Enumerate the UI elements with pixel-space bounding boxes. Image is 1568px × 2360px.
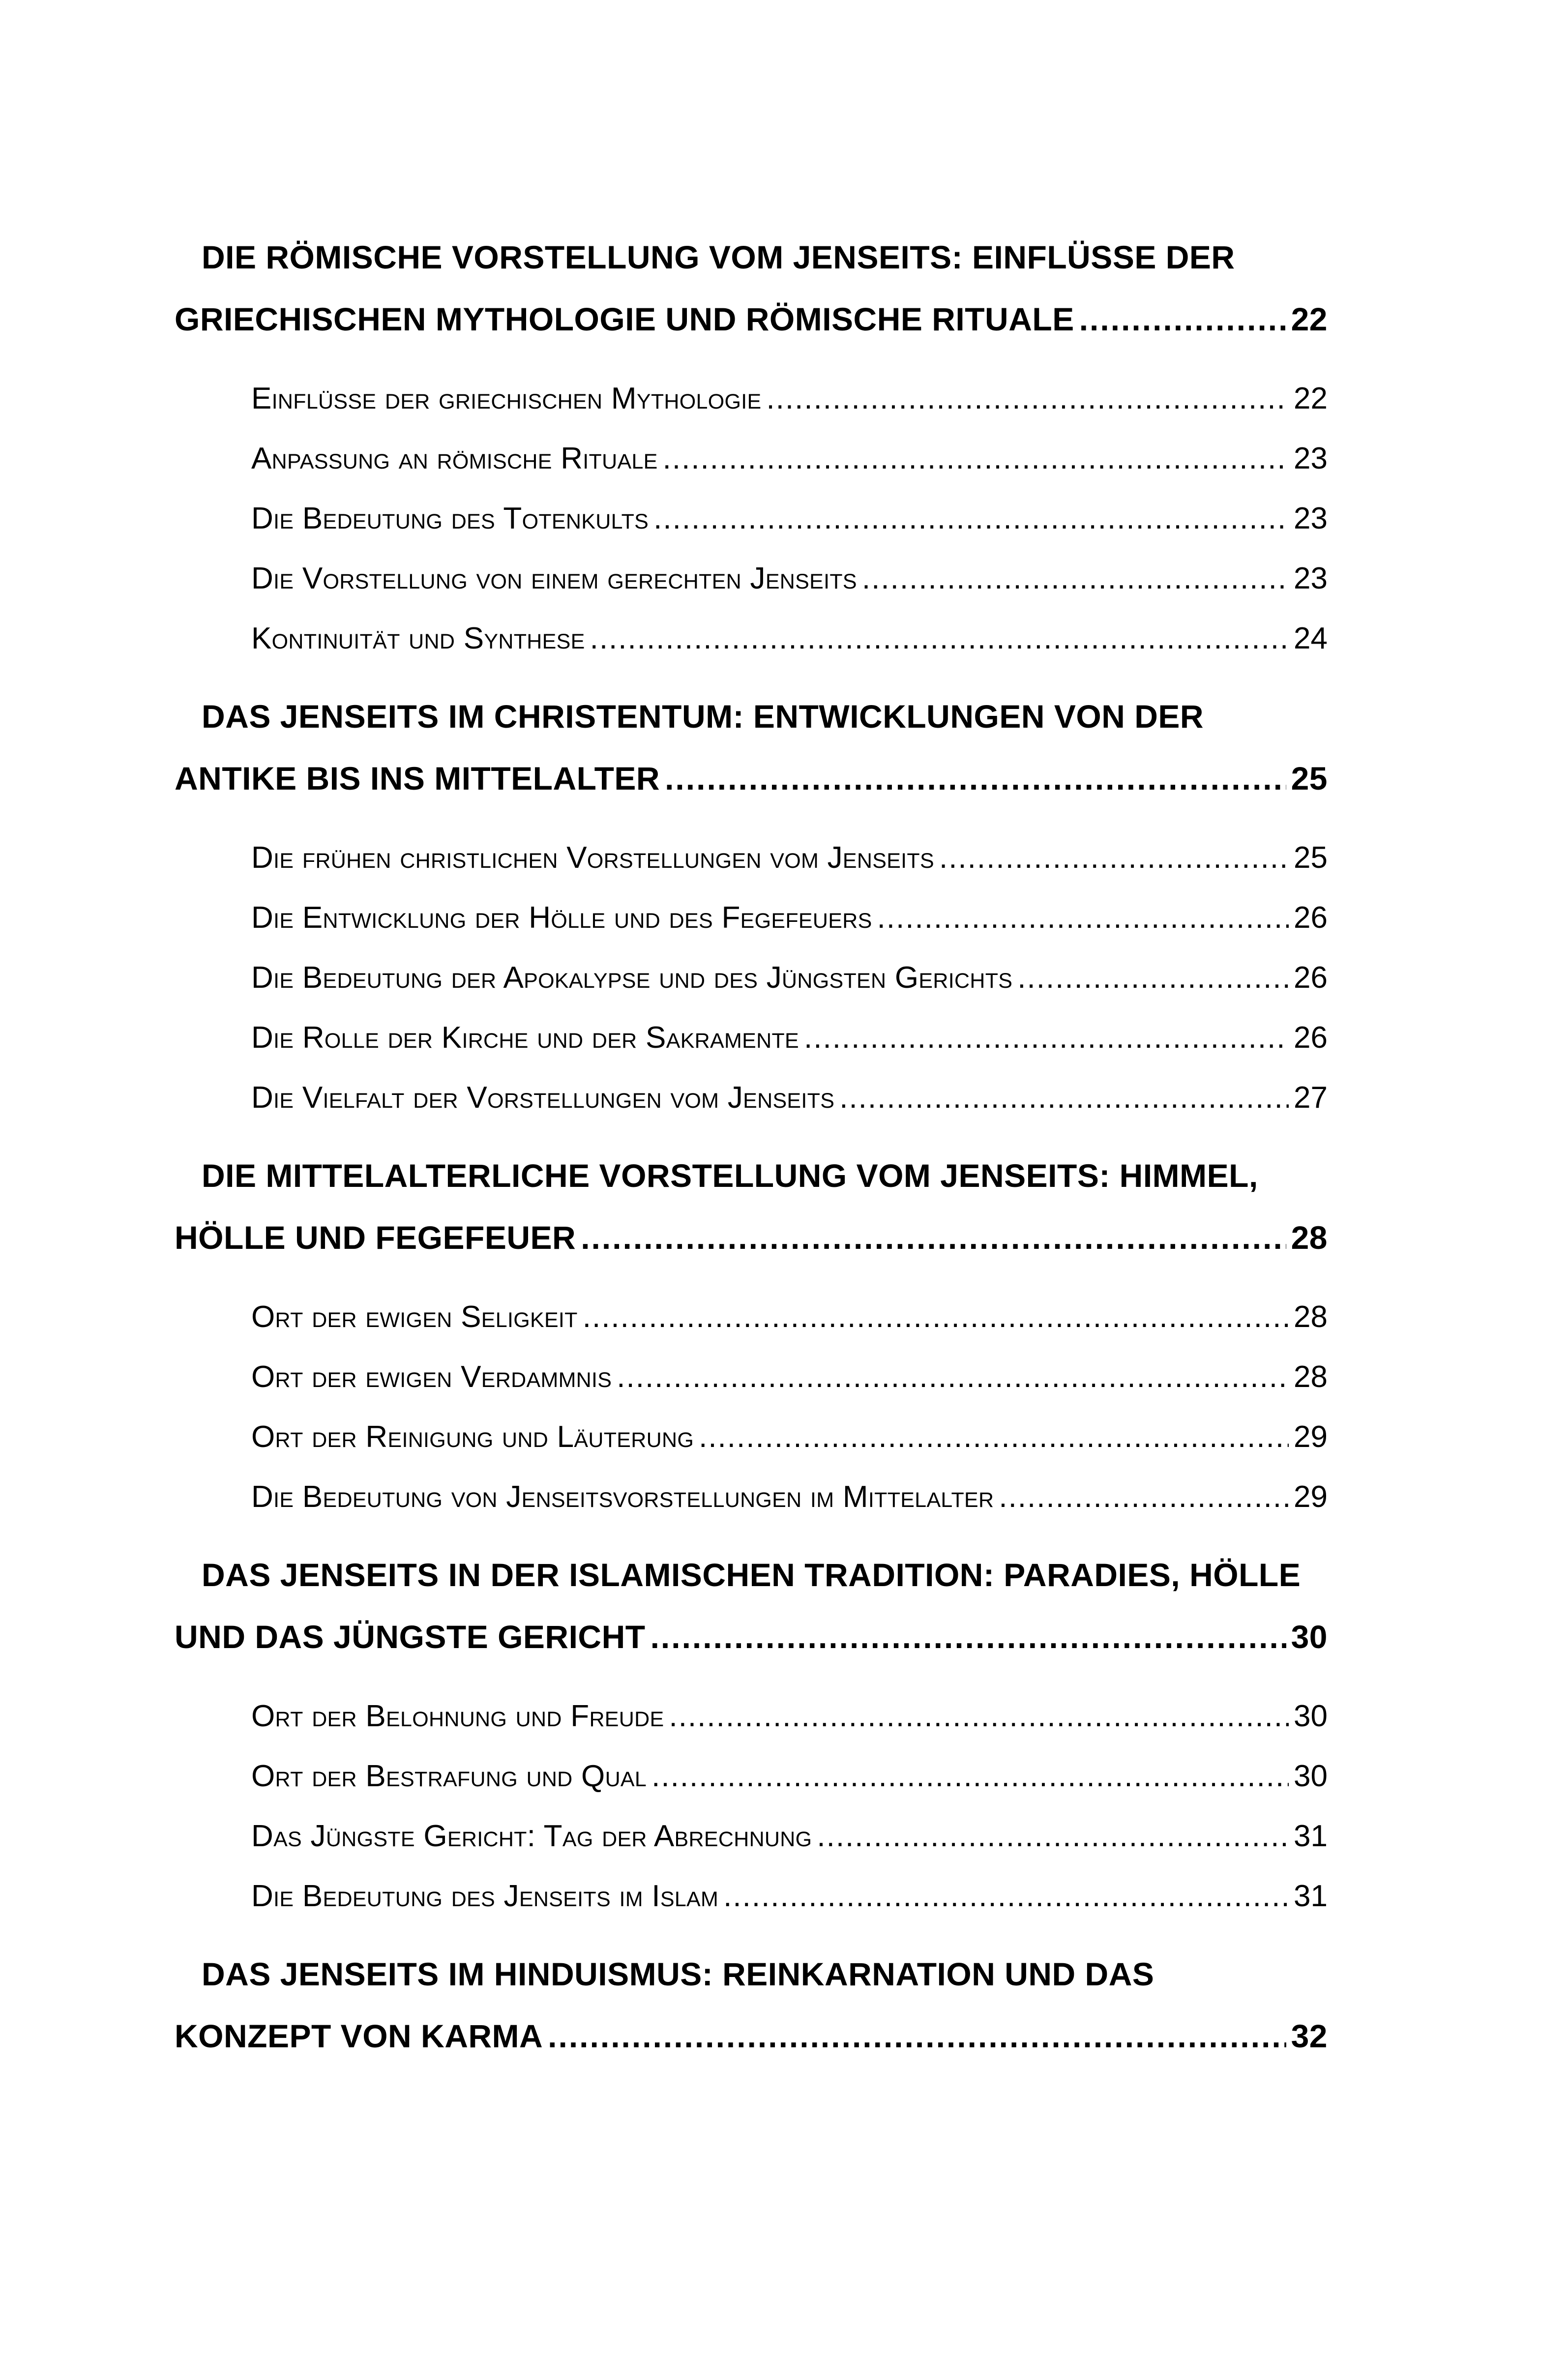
- section-title: Die Bedeutung der Apokalypse und des Jüngsten Gerichts: [251, 961, 1013, 995]
- dot-leader: [862, 549, 1289, 609]
- toc-section-entry[interactable]: [251, 1347, 1328, 1407]
- dot-leader: [817, 1806, 1289, 1866]
- chapter-title-line2: GRIECHISCHEN MYTHOLOGIE UND RÖMISCHE RITUALE: [175, 301, 1074, 337]
- section-page-number: 23: [1294, 502, 1328, 535]
- chapter-entry[interactable]: [175, 1606, 1328, 1668]
- chapter-entry[interactable]: [175, 2005, 1328, 2067]
- section-page-number: 24: [1294, 621, 1328, 655]
- section-page-number: 29: [1294, 1420, 1328, 1454]
- toc-chapter: [175, 1145, 1328, 1268]
- toc-section-entry[interactable]: [251, 549, 1328, 609]
- dot-leader: [653, 489, 1289, 549]
- dot-leader: [669, 1686, 1289, 1746]
- section-title: Die Bedeutung des Totenkults: [251, 502, 649, 535]
- toc-section-entry[interactable]: [251, 1746, 1328, 1806]
- toc-chapter: [175, 1943, 1328, 2067]
- toc-section-entry[interactable]: [251, 1806, 1328, 1866]
- toc-section-entry[interactable]: [251, 948, 1328, 1008]
- chapter-page-number: 30: [1291, 1619, 1328, 1655]
- section-page-number: 26: [1294, 901, 1328, 935]
- chapter-entry[interactable]: [175, 1207, 1328, 1268]
- toc-section-entry[interactable]: [251, 1866, 1328, 1926]
- section-page-number: 23: [1294, 442, 1328, 475]
- chapter-entry[interactable]: [175, 747, 1328, 809]
- section-title: Ort der Reinigung und Läuterung: [251, 1420, 694, 1454]
- section-title: Ort der ewigen Seligkeit: [251, 1300, 578, 1334]
- chapter-page-number: 28: [1291, 1219, 1328, 1256]
- section-list: [175, 828, 1328, 1128]
- section-title: Ort der Bestrafung und Qual: [251, 1759, 647, 1793]
- section-page-number: 27: [1294, 1081, 1328, 1115]
- section-page-number: 22: [1294, 382, 1328, 415]
- toc-section-entry[interactable]: [251, 369, 1328, 429]
- section-page-number: 31: [1294, 1819, 1328, 1853]
- toc-section-entry[interactable]: [251, 429, 1328, 489]
- chapter-page-number: 25: [1291, 760, 1328, 796]
- section-page-number: 26: [1294, 1021, 1328, 1055]
- toc-section-entry[interactable]: [251, 489, 1328, 549]
- section-title: Kontinuität und Synthese: [251, 621, 585, 655]
- dot-leader: [590, 609, 1289, 669]
- section-title: Die Vielfalt der Vorstellungen vom Jenseits: [251, 1081, 835, 1115]
- section-list: [175, 1686, 1328, 1926]
- dot-leader: [617, 1347, 1289, 1407]
- dot-leader: [1017, 948, 1289, 1008]
- section-page-number: 29: [1294, 1480, 1328, 1514]
- section-page-number: 23: [1294, 561, 1328, 595]
- section-title: Die frühen christlichen Vorstellungen vom Jenseits: [251, 841, 934, 875]
- section-title: Das Jüngste Gericht: Tag der Abrechnung: [251, 1819, 812, 1853]
- section-title: Die Entwicklung der Hölle und des Fegefeuers: [251, 901, 872, 935]
- section-title: Die Bedeutung des Jenseits im Islam: [251, 1879, 719, 1913]
- dot-leader: [665, 747, 1286, 809]
- chapter-page-number: 32: [1291, 2018, 1328, 2054]
- section-page-number: 31: [1294, 1879, 1328, 1913]
- section-title: Die Bedeutung von Jenseitsvorstellungen im Mittelalter: [251, 1480, 994, 1514]
- dot-leader: [1079, 288, 1286, 350]
- section-title: Einflüsse der griechischen Mythologie: [251, 382, 762, 415]
- section-page-number: 25: [1294, 841, 1328, 875]
- dot-leader: [999, 1467, 1289, 1527]
- toc-section-entry[interactable]: [251, 1686, 1328, 1746]
- section-title: Anpassung an römische Rituale: [251, 442, 658, 475]
- chapter-title-line1: DAS JENSEITS IN DER ISLAMISCHEN TRADITION: PARADIES, HÖLLE: [202, 1557, 1301, 1593]
- section-list: [175, 1287, 1328, 1527]
- chapter-title-line2: KONZEPT VON KARMA: [175, 2018, 543, 2054]
- chapter-title-line1: DIE RÖMISCHE VORSTELLUNG VOM JENSEITS: EINFLÜSSE DER: [202, 239, 1235, 275]
- dot-leader: [663, 429, 1289, 489]
- dot-leader: [723, 1866, 1289, 1926]
- dot-leader: [583, 1287, 1289, 1347]
- dot-leader: [877, 888, 1289, 948]
- dot-leader: [581, 1207, 1286, 1268]
- toc-section-entry[interactable]: [251, 1008, 1328, 1068]
- dot-leader: [939, 828, 1289, 888]
- chapter-title-line2: HÖLLE UND FEGEFEUER: [175, 1219, 576, 1256]
- toc-section-entry[interactable]: [251, 1407, 1328, 1467]
- toc-chapter: [175, 226, 1328, 350]
- section-page-number: 28: [1294, 1360, 1328, 1394]
- section-page-number: 26: [1294, 961, 1328, 995]
- chapter-title-line2: ANTIKE BIS INS MITTELALTER: [175, 760, 660, 796]
- section-title: Ort der ewigen Verdammnis: [251, 1360, 612, 1394]
- toc-chapter: [175, 1544, 1328, 1668]
- toc-section-entry[interactable]: [251, 1068, 1328, 1128]
- dot-leader: [651, 1606, 1286, 1668]
- dot-leader: [651, 1746, 1289, 1806]
- section-title: Die Rolle der Kirche und der Sakramente: [251, 1021, 799, 1055]
- section-title: Ort der Belohnung und Freude: [251, 1699, 664, 1733]
- chapter-title-line2: UND DAS JÜNGSTE GERICHT: [175, 1619, 646, 1655]
- section-page-number: 30: [1294, 1759, 1328, 1793]
- toc-chapter: [175, 685, 1328, 809]
- toc-section-entry[interactable]: [251, 1467, 1328, 1527]
- section-title: Die Vorstellung von einem gerechten Jenseits: [251, 561, 857, 595]
- table-of-contents: [175, 226, 1328, 2067]
- dot-leader: [804, 1008, 1289, 1068]
- chapter-entry[interactable]: [175, 288, 1328, 350]
- dot-leader: [548, 2005, 1286, 2067]
- chapter-title-line1: DAS JENSEITS IM CHRISTENTUM: ENTWICKLUNGEN VON DER: [202, 698, 1204, 735]
- section-page-number: 28: [1294, 1300, 1328, 1334]
- toc-section-entry[interactable]: [251, 888, 1328, 948]
- chapter-title-line1: DAS JENSEITS IM HINDUISMUS: REINKARNATION UND DAS: [202, 1956, 1154, 1992]
- toc-section-entry[interactable]: [251, 609, 1328, 669]
- chapter-page-number: 22: [1291, 301, 1328, 337]
- dot-leader: [839, 1068, 1289, 1128]
- section-list: [175, 369, 1328, 669]
- dot-leader: [699, 1407, 1289, 1467]
- chapter-title-line1: DIE MITTELALTERLICHE VORSTELLUNG VOM JENSEITS: HIMMEL,: [202, 1157, 1258, 1194]
- toc-section-entry[interactable]: [251, 1287, 1328, 1347]
- toc-section-entry[interactable]: [251, 828, 1328, 888]
- dot-leader: [766, 369, 1289, 429]
- section-page-number: 30: [1294, 1699, 1328, 1733]
